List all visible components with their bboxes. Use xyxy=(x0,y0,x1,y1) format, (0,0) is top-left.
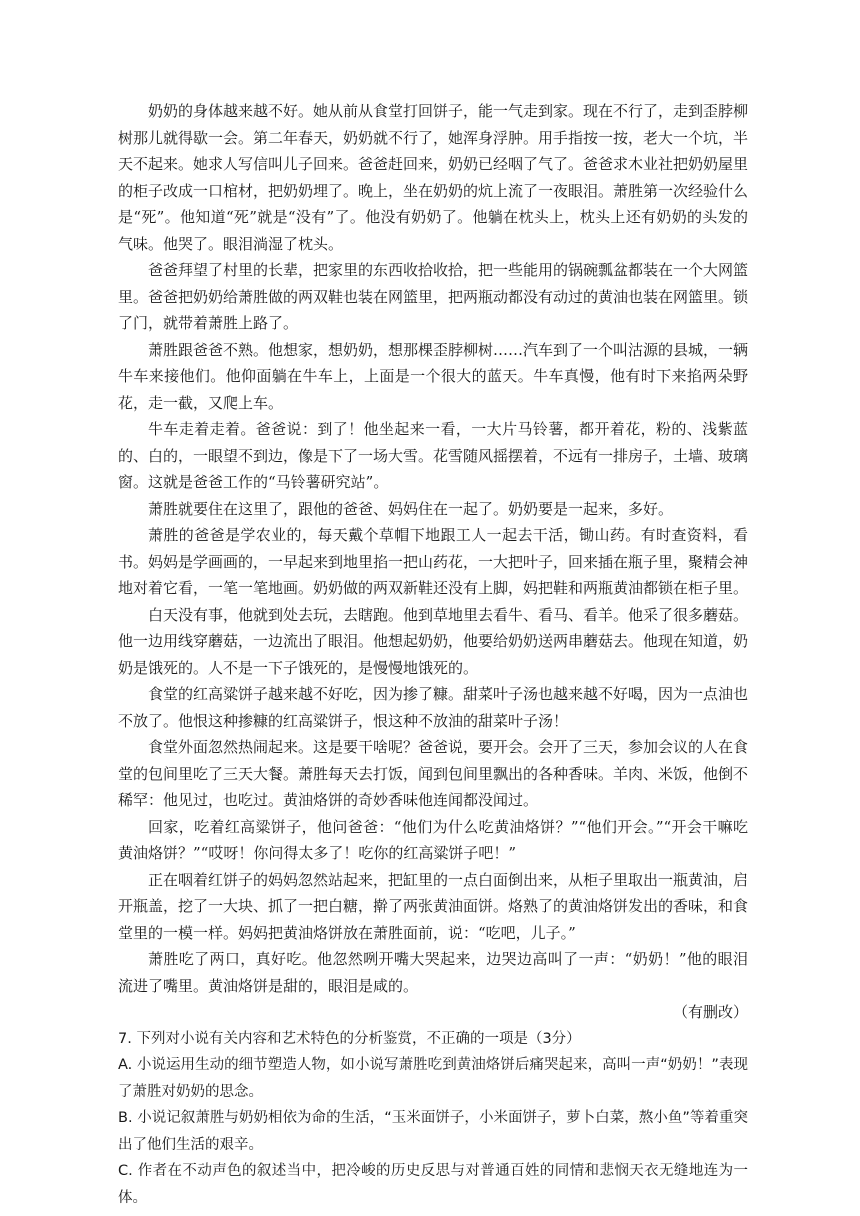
document-page xyxy=(118,98,748,1211)
question-7 xyxy=(118,1026,748,1212)
passage-paragraph: 奶奶的身体越来越不好。她从前从食堂打回饼子，能一气走到家。现在不行了，走到歪脖柳树那儿就得歇一会。第二年春天，奶奶就不行了，她浑身浮肿。用手指按一按，老大一个坑，半天不起来。她求人写信叫儿子回来。爸爸赶回来，奶奶已经咽了气了。爸爸求木业社把奶奶屋里的柜子改成一口棺材，把奶奶埋了。晚上，坐在奶奶的炕上流了一夜眼泪。萧胜第一次经验什么是“死”。他知道“死”就是“没有”了。他没有奶奶了。他躺在枕头上，枕头上还有奶奶的头发的气味。他哭了。眼泪淌湿了枕头。 xyxy=(118,102,749,253)
option-b: B. 小说记叙萧胜与奶奶相依为命的生活，“玉米面饼子，小米面饼子，萝卜白菜，熬小鱼”等着重突出了他们生活的艰辛。 xyxy=(118,1110,748,1153)
passage-paragraph: 萧胜跟爸爸不熟。他想家，想奶奶，想那棵歪脖柳树……汽车到了一个叫沽源的县城，一辆牛车来接他们。他仰面躺在牛车上，上面是一个很大的蓝天。牛车真慢，他有时下来掐两朵野花，走一截，又爬上车。 xyxy=(118,340,749,412)
passage-paragraph: 食堂的红高粱饼子越来越不好吃，因为掺了糠。甜菜叶子汤也越来越不好喝，因为一点油也不放了。他恨这种掺糠的红高粱饼子，恨这种不放油的甜菜叶子汤！ xyxy=(118,685,749,730)
question-stem: 7. 下列对小说有关内容和艺术特色的分析鉴赏，不正确的一项是（3分） xyxy=(118,1030,581,1047)
passage-paragraph: 食堂外面忽然热闹起来。这是要干啥呢？爸爸说，要开会。会开了三天，参加会议的人在食堂的包间里吃了三天大餐。萧胜每天去打饭，闻到包间里飘出的各种香味。羊肉、米饭，他倒不稀罕：他见过，也吃过。黄油烙饼的奇妙香味他连闻都没闻过。 xyxy=(118,738,749,809)
passage-paragraph: 萧胜的爸爸是学农业的，每天戴个草帽下地跟工人一起去干活，锄山药。有时查资料，看书。妈妈是学画画的，一早起来到地里掐一把山药花，一大把叶子，回来插在瓶子里，聚精会神地对着它看，一笔一笔地画。奶奶做的两双新鞋还没有上脚，妈把鞋和两瓶黄油都锁在柜子里。 xyxy=(118,526,749,597)
story-passage xyxy=(118,98,748,1026)
passage-paragraph: 正在咽着红饼子的妈妈忽然站起来，把缸里的一点白面倒出来，从柜子里取出一瓶黄油，启开瓶盖，挖了一大块、抓了一把白糖，擀了两张黄油面饼。烙熟了的黄油烙饼发出的香味，和食堂里的一模一样。妈妈把黄油烙饼放在萧胜面前，说：“吃吧，儿子。” xyxy=(118,870,749,942)
passage-paragraph: 回家，吃着红高粱饼子，他问爸爸：“他们为什么吃黄油烙饼？”“他们开会。”“开会干嘛吃黄油烙饼？”“哎呀！你问得太多了！吃你的红高粱饼子吧！” xyxy=(118,817,748,862)
passage-paragraph: 爸爸拜望了村里的长辈，把家里的东西收拾收拾，把一些能用的锅碗瓢盆都装在一个大网篮里。爸爸把奶奶给萧胜做的两双鞋也装在网篮里，把两瓶动都没有动过的黄油也装在网篮里。锁了门，就带着萧胜上路了。 xyxy=(118,261,749,332)
option-a: A. 小说运用生动的细节塑造人物，如小说写萧胜吃到黄油烙饼后痛哭起来，高叫一声“奶奶！”表现了萧胜对奶奶的思念。 xyxy=(118,1057,748,1100)
source-note: （有删改） xyxy=(672,1003,748,1021)
passage-paragraph: 萧胜就要住在这里了，跟他的爸爸、妈妈住在一起了。奶奶要是一起来，多好。 xyxy=(148,499,674,518)
passage-paragraph: 白天没有事，他就到处去玩，去瞎跑。他到草地里去看牛、看马、看羊。他采了很多蘑菇。他一边用线穿蘑菇，一边流出了眼泪。他想起奶奶，他要给奶奶送两串蘑菇去。他现在知道，奶奶是饿死的。人不是一下子饿死的，是慢慢地饿死的。 xyxy=(118,605,749,677)
option-c: C. 作者在不动声色的叙述当中，把冷峻的历史反思与对普通百姓的同情和悲悯天衣无缝地连为一体。 xyxy=(118,1163,748,1206)
passage-paragraph: 萧胜吃了两口，真好吃。他忽然咧开嘴大哭起来，边哭边高叫了一声：“奶奶！”他的眼泪流进了嘴里。黄油烙饼是甜的，眼泪是咸的。 xyxy=(118,950,748,995)
passage-paragraph: 牛车走着走着。爸爸说：到了！他坐起来一看，一大片马铃薯，都开着花，粉的、浅紫蓝的、白的，一眼望不到边，像是下了一场大雪。花雪随风摇摆着，不远有一排房子，土墙、玻璃窗。这就是爸爸工作的“马铃薯研究站”。 xyxy=(118,420,749,491)
